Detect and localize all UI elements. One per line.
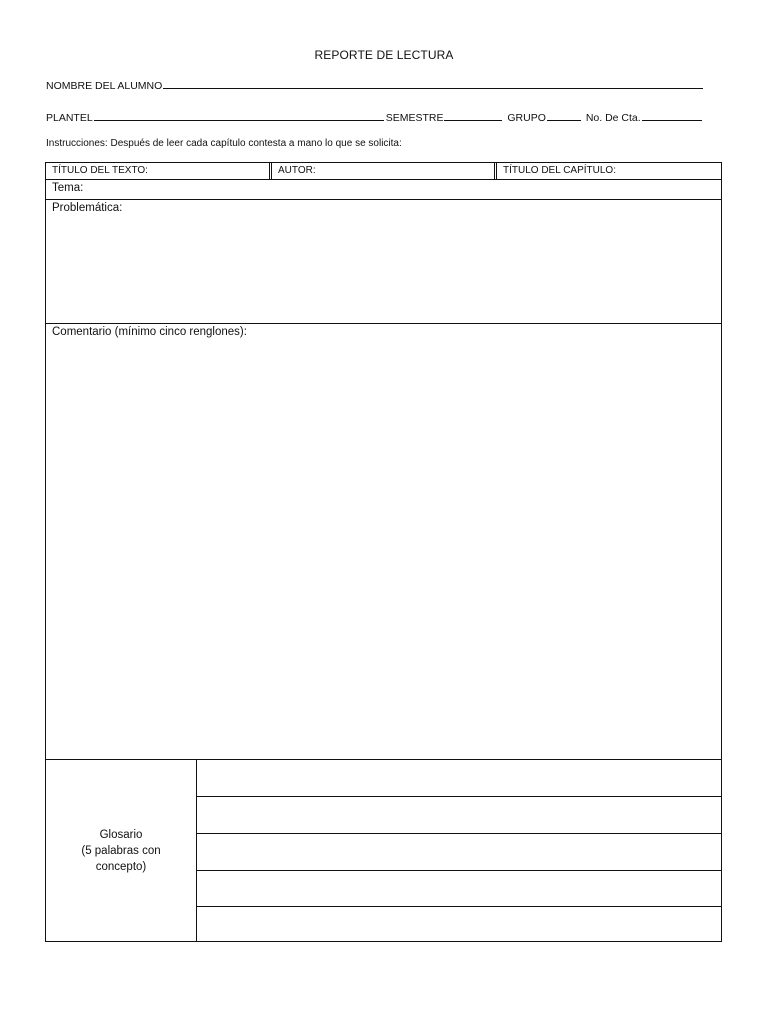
comentario-field[interactable] xyxy=(46,324,721,760)
reading-report-form xyxy=(45,162,722,942)
problematica-field[interactable] xyxy=(46,200,721,324)
autor-cell[interactable]: AUTOR: xyxy=(272,163,497,179)
glosario-entry[interactable] xyxy=(197,834,721,871)
glosario-entries xyxy=(197,760,721,941)
glosario-title: Glosario xyxy=(99,828,143,841)
tema-label: Tema: xyxy=(52,182,84,194)
titulo-texto-cell[interactable]: TÍTULO DEL TEXTO: xyxy=(46,163,272,179)
header-row xyxy=(46,163,721,180)
glosario-entry[interactable] xyxy=(197,870,721,907)
comentario-label: Comentario (mínimo cinco renglones): xyxy=(52,326,247,338)
tema-field[interactable] xyxy=(46,180,721,200)
instructions: Instrucciones: Después de leer cada capítulo contesta a mano lo que se solicita: xyxy=(46,138,402,149)
grupo-label: GRUPO xyxy=(507,112,546,124)
glosario-label xyxy=(46,760,197,941)
plantel-blank[interactable] xyxy=(94,110,384,121)
glosario-entry[interactable] xyxy=(197,797,721,834)
cuenta-label: No. De Cta. xyxy=(585,112,641,124)
nombre-alumno-label: NOMBRE DEL ALUMNO xyxy=(46,80,163,92)
nombre-alumno-row xyxy=(46,78,710,92)
glosario-entry[interactable] xyxy=(197,906,721,941)
semestre-blank[interactable] xyxy=(444,110,502,121)
titulo-capitulo-cell[interactable]: TÍTULO DEL CAPÍTULO: xyxy=(503,165,616,176)
page-title: REPORTE DE LECTURA xyxy=(314,48,454,62)
nombre-alumno-blank[interactable] xyxy=(163,78,703,89)
problematica-label: Problemática: xyxy=(52,202,123,214)
cuenta-blank[interactable] xyxy=(642,110,702,121)
glosario-entry[interactable] xyxy=(197,760,721,797)
plantel-label: PLANTEL xyxy=(46,112,93,124)
glosario-subtitle-1: (5 palabras con xyxy=(81,844,161,857)
grupo-blank[interactable] xyxy=(547,110,581,121)
plantel-row xyxy=(46,110,710,124)
semestre-label: SEMESTRE xyxy=(385,112,444,124)
glosario-section xyxy=(46,760,721,941)
glosario-subtitle-2: concepto) xyxy=(95,860,147,873)
